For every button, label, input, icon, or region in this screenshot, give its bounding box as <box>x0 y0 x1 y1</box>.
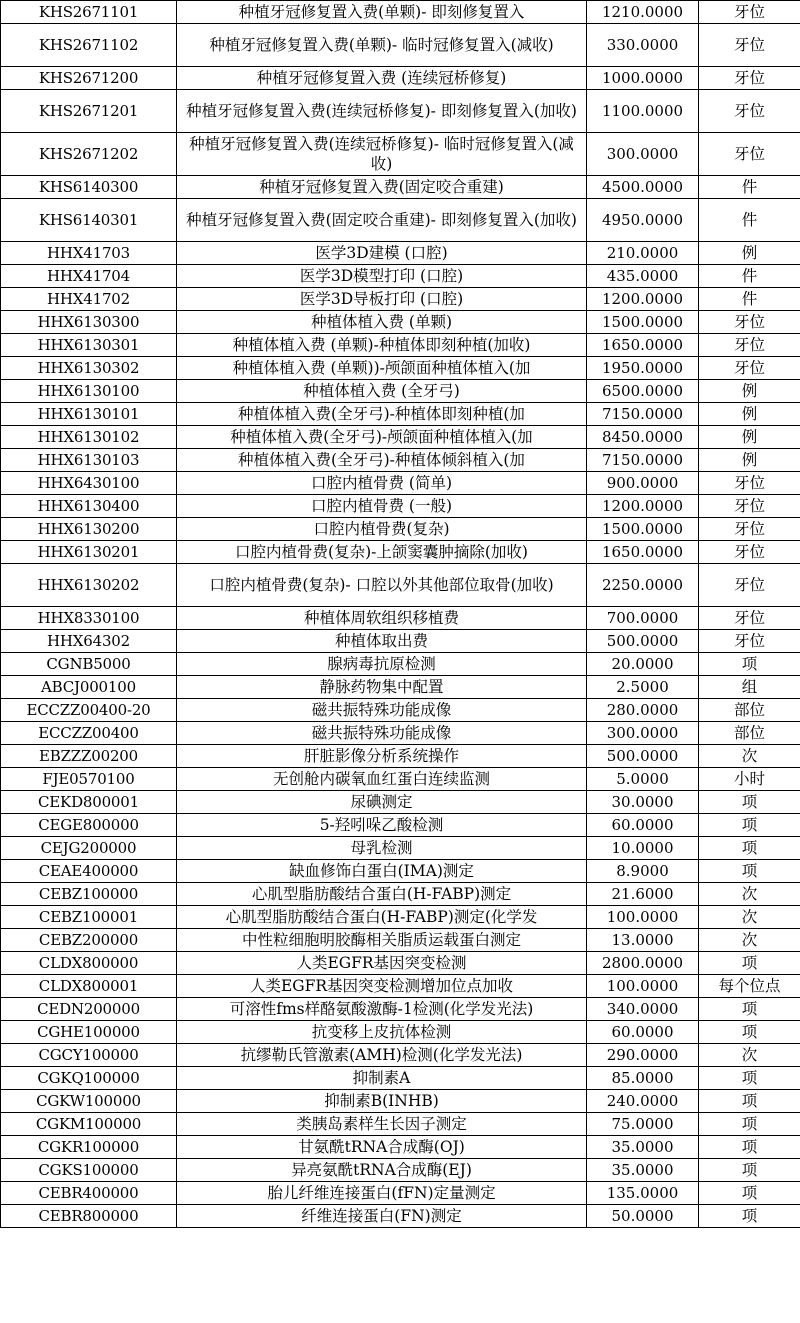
item-unit-cell: 牙位 <box>699 90 800 133</box>
item-code-cell: KHS2671201 <box>1 90 177 133</box>
item-name-cell: 尿碘测定 <box>177 791 587 814</box>
table-row <box>1 403 800 426</box>
fee-table-body <box>1 1 800 1228</box>
item-name-cell: 种植牙冠修复置入费(固定咬合重建)- 即刻修复置入(加收) <box>177 199 587 242</box>
item-unit-cell: 牙位 <box>699 472 800 495</box>
item-price-cell: 340.0000 <box>587 998 699 1021</box>
table-row <box>1 768 800 791</box>
table-row <box>1 1182 800 1205</box>
item-price-cell: 1000.0000 <box>587 67 699 90</box>
item-price-cell: 7150.0000 <box>587 449 699 472</box>
item-price-cell: 100.0000 <box>587 906 699 929</box>
item-name-cell: 口腔内植骨费 (简单) <box>177 472 587 495</box>
item-unit-cell: 项 <box>699 860 800 883</box>
item-name-cell: 中性粒细胞明胶酶相关脂质运载蛋白测定 <box>177 929 587 952</box>
item-price-cell: 240.0000 <box>587 1090 699 1113</box>
item-price-cell: 500.0000 <box>587 745 699 768</box>
item-code-cell: CEBR800000 <box>1 1205 177 1228</box>
table-row <box>1 630 800 653</box>
item-name-cell: 抑制素A <box>177 1067 587 1090</box>
item-code-cell: KHS2671202 <box>1 133 177 176</box>
item-price-cell: 6500.0000 <box>587 380 699 403</box>
item-unit-cell: 例 <box>699 426 800 449</box>
item-unit-cell: 件 <box>699 288 800 311</box>
item-name-cell: 无创舱内碳氧血红蛋白连续监测 <box>177 768 587 791</box>
item-unit-cell: 项 <box>699 1136 800 1159</box>
item-price-cell: 1650.0000 <box>587 541 699 564</box>
item-code-cell: HHX6430100 <box>1 472 177 495</box>
table-row <box>1 176 800 199</box>
item-name-cell: 纤维连接蛋白(FN)测定 <box>177 1205 587 1228</box>
item-name-cell: 心肌型脂肪酸结合蛋白(H-FABP)测定(化学发 <box>177 906 587 929</box>
item-code-cell: HHX64302 <box>1 630 177 653</box>
item-price-cell: 2250.0000 <box>587 564 699 607</box>
item-code-cell: ECCZZ00400-20 <box>1 699 177 722</box>
item-name-cell: 种植体周软组织移植费 <box>177 607 587 630</box>
table-row <box>1 1044 800 1067</box>
item-name-cell: 种植牙冠修复置入费 (连续冠桥修复) <box>177 67 587 90</box>
item-name-cell: 肝脏影像分析系统操作 <box>177 745 587 768</box>
item-unit-cell: 组 <box>699 676 800 699</box>
item-name-cell: 种植体植入费 (全牙弓) <box>177 380 587 403</box>
item-unit-cell: 牙位 <box>699 357 800 380</box>
item-name-cell: 静脉药物集中配置 <box>177 676 587 699</box>
item-price-cell: 1950.0000 <box>587 357 699 380</box>
table-row <box>1 334 800 357</box>
item-name-cell: 缺血修饰白蛋白(IMA)测定 <box>177 860 587 883</box>
item-unit-cell: 项 <box>699 653 800 676</box>
item-price-cell: 2800.0000 <box>587 952 699 975</box>
item-name-cell: 医学3D建模 (口腔) <box>177 242 587 265</box>
item-code-cell: CGKW100000 <box>1 1090 177 1113</box>
item-price-cell: 85.0000 <box>587 1067 699 1090</box>
item-price-cell: 1200.0000 <box>587 495 699 518</box>
item-price-cell: 21.6000 <box>587 883 699 906</box>
item-unit-cell: 项 <box>699 998 800 1021</box>
item-price-cell: 60.0000 <box>587 814 699 837</box>
item-code-cell: CGKS100000 <box>1 1159 177 1182</box>
item-name-cell: 种植体植入费 (单颗))-颅颌面种植体植入(加 <box>177 357 587 380</box>
item-code-cell: CGNB5000 <box>1 653 177 676</box>
item-unit-cell: 项 <box>699 1113 800 1136</box>
item-unit-cell: 牙位 <box>699 334 800 357</box>
item-code-cell: CEBZ100001 <box>1 906 177 929</box>
item-unit-cell: 项 <box>699 814 800 837</box>
item-name-cell: 种植体取出费 <box>177 630 587 653</box>
item-unit-cell: 项 <box>699 1021 800 1044</box>
item-code-cell: CEBZ100000 <box>1 883 177 906</box>
table-row <box>1 242 800 265</box>
item-name-cell: 腺病毒抗原检测 <box>177 653 587 676</box>
item-price-cell: 7150.0000 <box>587 403 699 426</box>
item-name-cell: 种植体植入费(全牙弓)-颅颌面种植体植入(加 <box>177 426 587 449</box>
item-price-cell: 10.0000 <box>587 837 699 860</box>
item-price-cell: 1210.0000 <box>587 1 699 24</box>
table-row <box>1 1 800 24</box>
item-code-cell: KHS2671102 <box>1 24 177 67</box>
item-name-cell: 种植体植入费 (单颗) <box>177 311 587 334</box>
item-unit-cell: 项 <box>699 1090 800 1113</box>
item-price-cell: 1500.0000 <box>587 311 699 334</box>
item-unit-cell: 项 <box>699 1182 800 1205</box>
item-price-cell: 20.0000 <box>587 653 699 676</box>
item-code-cell: CGKQ100000 <box>1 1067 177 1090</box>
table-row <box>1 975 800 998</box>
item-code-cell: CGKM100000 <box>1 1113 177 1136</box>
table-row <box>1 24 800 67</box>
item-code-cell: HHX41704 <box>1 265 177 288</box>
table-row <box>1 426 800 449</box>
item-unit-cell: 例 <box>699 449 800 472</box>
item-code-cell: CEGE800000 <box>1 814 177 837</box>
item-price-cell: 50.0000 <box>587 1205 699 1228</box>
table-row <box>1 564 800 607</box>
table-row <box>1 67 800 90</box>
item-price-cell: 60.0000 <box>587 1021 699 1044</box>
item-unit-cell: 每个位点 <box>699 975 800 998</box>
item-name-cell: 抗缪勒氏管激素(AMH)检测(化学发光法) <box>177 1044 587 1067</box>
item-name-cell: 种植牙冠修复置入费(固定咬合重建) <box>177 176 587 199</box>
item-price-cell: 1100.0000 <box>587 90 699 133</box>
item-price-cell: 8.9000 <box>587 860 699 883</box>
table-row <box>1 90 800 133</box>
item-name-cell: 种植体植入费(全牙弓)-种植体即刻种植(加 <box>177 403 587 426</box>
item-code-cell: CEJG200000 <box>1 837 177 860</box>
item-price-cell: 290.0000 <box>587 1044 699 1067</box>
table-row <box>1 699 800 722</box>
item-unit-cell: 小时 <box>699 768 800 791</box>
table-row <box>1 1090 800 1113</box>
item-unit-cell: 牙位 <box>699 518 800 541</box>
item-code-cell: HHX41702 <box>1 288 177 311</box>
item-price-cell: 900.0000 <box>587 472 699 495</box>
item-unit-cell: 次 <box>699 745 800 768</box>
item-code-cell: CEKD800001 <box>1 791 177 814</box>
item-name-cell: 抑制素B(INHB) <box>177 1090 587 1113</box>
table-row <box>1 541 800 564</box>
item-unit-cell: 例 <box>699 380 800 403</box>
item-price-cell: 330.0000 <box>587 24 699 67</box>
item-code-cell: HHX6130301 <box>1 334 177 357</box>
item-unit-cell: 次 <box>699 906 800 929</box>
item-code-cell: HHX6130400 <box>1 495 177 518</box>
item-unit-cell: 牙位 <box>699 67 800 90</box>
item-code-cell: CLDX800000 <box>1 952 177 975</box>
item-code-cell: EBZZZ00200 <box>1 745 177 768</box>
item-unit-cell: 部位 <box>699 722 800 745</box>
item-unit-cell: 项 <box>699 791 800 814</box>
table-row <box>1 745 800 768</box>
table-row <box>1 791 800 814</box>
item-unit-cell: 项 <box>699 1067 800 1090</box>
item-unit-cell: 牙位 <box>699 133 800 176</box>
item-name-cell: 医学3D模型打印 (口腔) <box>177 265 587 288</box>
table-row <box>1 357 800 380</box>
item-unit-cell: 件 <box>699 265 800 288</box>
item-price-cell: 2.5000 <box>587 676 699 699</box>
item-unit-cell: 牙位 <box>699 311 800 334</box>
item-unit-cell: 次 <box>699 883 800 906</box>
item-price-cell: 280.0000 <box>587 699 699 722</box>
table-row <box>1 265 800 288</box>
item-code-cell: HHX6130201 <box>1 541 177 564</box>
item-name-cell: 口腔内植骨费(复杂)-上颌窦囊肿摘除(加收) <box>177 541 587 564</box>
table-row <box>1 380 800 403</box>
item-code-cell: HHX6130300 <box>1 311 177 334</box>
table-row <box>1 449 800 472</box>
item-code-cell: FJE0570100 <box>1 768 177 791</box>
table-row <box>1 952 800 975</box>
item-code-cell: KHS6140301 <box>1 199 177 242</box>
item-name-cell: 母乳检测 <box>177 837 587 860</box>
table-row <box>1 472 800 495</box>
item-name-cell: 口腔内植骨费(复杂) <box>177 518 587 541</box>
item-code-cell: HHX6130200 <box>1 518 177 541</box>
item-unit-cell: 牙位 <box>699 541 800 564</box>
item-unit-cell: 次 <box>699 929 800 952</box>
table-row <box>1 288 800 311</box>
item-name-cell: 种植体植入费 (单颗)-种植体即刻种植(加收) <box>177 334 587 357</box>
table-row <box>1 311 800 334</box>
item-price-cell: 75.0000 <box>587 1113 699 1136</box>
item-price-cell: 13.0000 <box>587 929 699 952</box>
item-code-cell: CGCY100000 <box>1 1044 177 1067</box>
item-name-cell: 种植牙冠修复置入费(连续冠桥修复)- 即刻修复置入(加收) <box>177 90 587 133</box>
item-price-cell: 8450.0000 <box>587 426 699 449</box>
table-row <box>1 607 800 630</box>
item-name-cell: 口腔内植骨费 (一般) <box>177 495 587 518</box>
item-price-cell: 4950.0000 <box>587 199 699 242</box>
table-row <box>1 998 800 1021</box>
item-unit-cell: 牙位 <box>699 1 800 24</box>
item-price-cell: 300.0000 <box>587 722 699 745</box>
item-code-cell: CGKR100000 <box>1 1136 177 1159</box>
item-price-cell: 5.0000 <box>587 768 699 791</box>
item-name-cell: 种植牙冠修复置入费(连续冠桥修复)- 临时冠修复置入(减收) <box>177 133 587 176</box>
item-code-cell: CEAE400000 <box>1 860 177 883</box>
item-unit-cell: 部位 <box>699 699 800 722</box>
item-price-cell: 1200.0000 <box>587 288 699 311</box>
item-code-cell: ABCJ000100 <box>1 676 177 699</box>
item-name-cell: 心肌型脂肪酸结合蛋白(H-FABP)测定 <box>177 883 587 906</box>
table-row <box>1 1021 800 1044</box>
table-row <box>1 199 800 242</box>
item-price-cell: 500.0000 <box>587 630 699 653</box>
item-unit-cell: 项 <box>699 837 800 860</box>
table-row <box>1 1136 800 1159</box>
item-code-cell: HHX6130103 <box>1 449 177 472</box>
item-unit-cell: 牙位 <box>699 24 800 67</box>
item-code-cell: KHS6140300 <box>1 176 177 199</box>
table-row <box>1 929 800 952</box>
item-price-cell: 30.0000 <box>587 791 699 814</box>
item-code-cell: HHX8330100 <box>1 607 177 630</box>
item-unit-cell: 项 <box>699 1159 800 1182</box>
item-name-cell: 5-羟吲哚乙酸检测 <box>177 814 587 837</box>
item-code-cell: HHX6130101 <box>1 403 177 426</box>
item-price-cell: 435.0000 <box>587 265 699 288</box>
table-row <box>1 1205 800 1228</box>
item-name-cell: 抗变移上皮抗体检测 <box>177 1021 587 1044</box>
item-price-cell: 35.0000 <box>587 1159 699 1182</box>
table-row <box>1 837 800 860</box>
table-row <box>1 722 800 745</box>
item-code-cell: CEDN200000 <box>1 998 177 1021</box>
item-code-cell: KHS2671200 <box>1 67 177 90</box>
item-name-cell: 磁共振特殊功能成像 <box>177 699 587 722</box>
table-row <box>1 906 800 929</box>
item-price-cell: 4500.0000 <box>587 176 699 199</box>
item-unit-cell: 例 <box>699 242 800 265</box>
table-row <box>1 1159 800 1182</box>
item-name-cell: 人类EGFR基因突变检测 <box>177 952 587 975</box>
item-name-cell: 人类EGFR基因突变检测增加位点加收 <box>177 975 587 998</box>
item-code-cell: CGHE100000 <box>1 1021 177 1044</box>
item-unit-cell: 牙位 <box>699 564 800 607</box>
item-code-cell: HHX6130202 <box>1 564 177 607</box>
table-row <box>1 676 800 699</box>
item-name-cell: 甘氨酰tRNA合成酶(OJ) <box>177 1136 587 1159</box>
item-unit-cell: 牙位 <box>699 607 800 630</box>
item-unit-cell: 牙位 <box>699 630 800 653</box>
item-price-cell: 300.0000 <box>587 133 699 176</box>
item-name-cell: 可溶性fms样酪氨酸激酶-1检测(化学发光法) <box>177 998 587 1021</box>
item-name-cell: 胎儿纤维连接蛋白(fFN)定量测定 <box>177 1182 587 1205</box>
item-price-cell: 700.0000 <box>587 607 699 630</box>
item-unit-cell: 项 <box>699 952 800 975</box>
item-unit-cell: 例 <box>699 403 800 426</box>
item-price-cell: 35.0000 <box>587 1136 699 1159</box>
table-row <box>1 814 800 837</box>
item-unit-cell: 件 <box>699 199 800 242</box>
table-row <box>1 495 800 518</box>
table-row <box>1 133 800 176</box>
item-name-cell: 类胰岛素样生长因子测定 <box>177 1113 587 1136</box>
item-code-cell: CLDX800001 <box>1 975 177 998</box>
table-row <box>1 883 800 906</box>
item-name-cell: 口腔内植骨费(复杂)- 口腔以外其他部位取骨(加收) <box>177 564 587 607</box>
item-name-cell: 磁共振特殊功能成像 <box>177 722 587 745</box>
item-name-cell: 医学3D导板打印 (口腔) <box>177 288 587 311</box>
item-code-cell: KHS2671101 <box>1 1 177 24</box>
table-row <box>1 860 800 883</box>
item-code-cell: HHX6130100 <box>1 380 177 403</box>
item-code-cell: HHX6130102 <box>1 426 177 449</box>
item-unit-cell: 项 <box>699 1205 800 1228</box>
item-price-cell: 100.0000 <box>587 975 699 998</box>
item-price-cell: 1650.0000 <box>587 334 699 357</box>
table-row <box>1 518 800 541</box>
item-code-cell: CEBR400000 <box>1 1182 177 1205</box>
item-code-cell: ECCZZ00400 <box>1 722 177 745</box>
item-unit-cell: 次 <box>699 1044 800 1067</box>
item-name-cell: 异亮氨酰tRNA合成酶(EJ) <box>177 1159 587 1182</box>
table-row <box>1 1067 800 1090</box>
item-name-cell: 种植体植入费(全牙弓)-种植体倾斜植入(加 <box>177 449 587 472</box>
item-price-cell: 210.0000 <box>587 242 699 265</box>
item-name-cell: 种植牙冠修复置入费(单颗)- 临时冠修复置入(减收) <box>177 24 587 67</box>
item-name-cell: 种植牙冠修复置入费(单颗)- 即刻修复置入 <box>177 1 587 24</box>
item-code-cell: HHX6130302 <box>1 357 177 380</box>
item-price-cell: 135.0000 <box>587 1182 699 1205</box>
item-price-cell: 1500.0000 <box>587 518 699 541</box>
item-code-cell: CEBZ200000 <box>1 929 177 952</box>
item-code-cell: HHX41703 <box>1 242 177 265</box>
table-row <box>1 653 800 676</box>
table-row <box>1 1113 800 1136</box>
item-unit-cell: 件 <box>699 176 800 199</box>
item-unit-cell: 牙位 <box>699 495 800 518</box>
